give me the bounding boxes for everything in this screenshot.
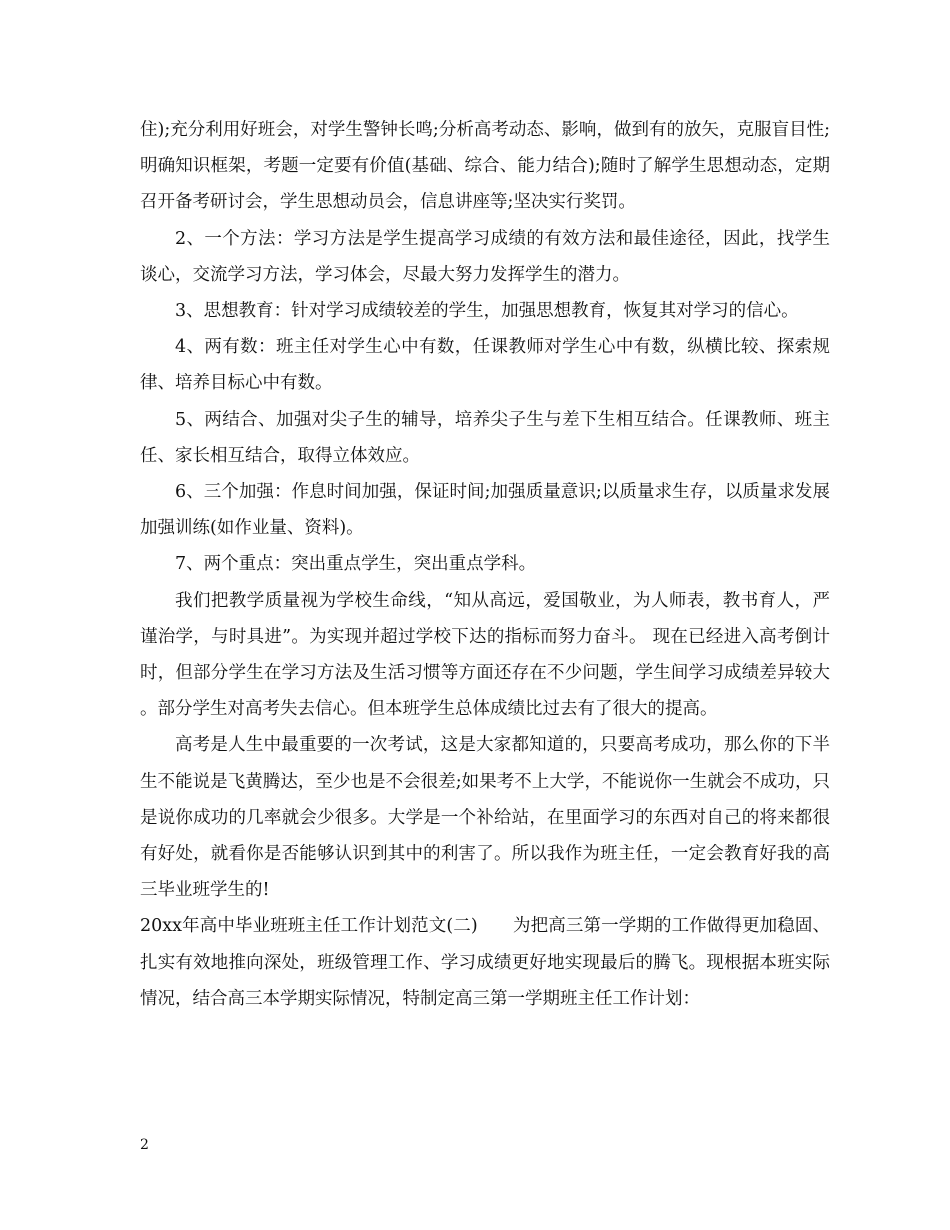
paragraph-item-6: 6、三个加强：作息时间加强，保证时间;加强质量意识;以质量求生存，以质量求发展加强训练(如作业量、资料)。 (140, 482, 830, 539)
paragraph-item-4: 4、两有数：班主任对学生心中有数，任课教师对学生心中有数，纵横比较、探索规律、培养目标心中有数。 (140, 337, 830, 394)
paragraph-item-7: 7、两个重点：突出重点学生，突出重点学科。 (175, 554, 537, 575)
paragraph-item-2: 2、一个方法：学习方法是学生提高学习成绩的有效方法和最佳途径，因此，找学生谈心，交流学习方法，学习体会，尽最大努力发挥学生的潜力。 (140, 228, 830, 285)
paragraph-continued: 住);充分利用好班会，对学生警钟长鸣;分析高考动态、影响，做到有的放矢，克服盲目性;明确知识框架，考题一定要有价值(基础、综合、能力结合);随时了解学生思想动态，定期召开备考研讨会，学生思想动员会，信息讲座等;坚决实行奖罚。 (140, 120, 830, 213)
document-body (140, 112, 830, 1017)
paragraph-quality: 我们把教学质量视为学校生命线，“知从高远，爱国敬业，为人师表，教书育人，严谨治学，与时具进”。为实现并超过学校下达的指标而努力奋斗。 现在已经进入高考倒计时，但部分学生在学习方法及生活习惯等方面还存在不少问题，学生间学习成绩差异较大 。部分学生对高考失去信心。但本班学生总体成绩比过去有了很大的提高。 (140, 590, 830, 720)
paragraph-gaokao: 高考是人生中最重要的一次考试，这是大家都知道的，只要高考成功，那么你的下半生不能说是飞黄腾达，至少也是不会很差;如果考不上大学，不能说你一生就会不成功，只是说你成功的几率就会少很多。大学是一个补给站，在里面学习的东西对自己的将来都很有好处，就看你是否能够认识到其中的利害了。所以我作为班主任，一定会教育好我的高三毕业班学生的! (140, 735, 830, 901)
page-number: 2 (140, 1137, 149, 1153)
paragraph-item-5: 5、两结合、加强对尖子生的辅导，培养尖子生与差下生相互结合。任课教师、班主任、家长相互结合，取得立体效应。 (140, 409, 830, 466)
paragraph-plan-two: 20xx年高中毕业班班主任工作计划范文(二) 为把高三第一学期的工作做得更加稳固、扎实有效地推向深处，班级管理工作、学习成绩更好地实现最后的腾飞。现根据本班实际情况，结合高三本学期实际情况，特制定高三第一学期班主任工作计划： (140, 916, 830, 1009)
paragraph-item-3: 3、思想教育：针对学习成绩较差的学生，加强思想教育，恢复其对学习的信心。 (175, 301, 799, 322)
